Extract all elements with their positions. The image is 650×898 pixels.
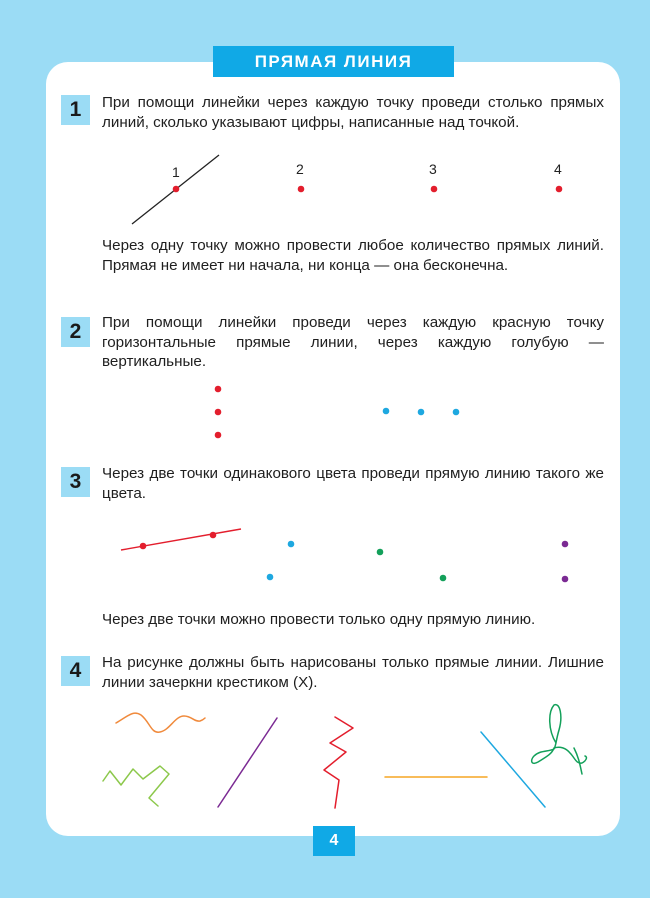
task-1-figure [132,155,562,224]
point-3 [431,186,438,193]
task-number-3: 3 [61,467,90,497]
red-point [210,532,217,539]
red-example-line [121,529,241,550]
zigzag-line [324,717,353,808]
task-3-figure [121,529,568,582]
task-4-figure [103,705,586,808]
task-2-text: При помощи линейки проведи через каждую красную точку горизонтальные прямые линии, через каждую голубую — вертикальные. [102,314,604,370]
blue-point [418,409,425,416]
task-number-1: 1 [61,95,90,125]
red-point [140,543,147,550]
task-2-figure [215,386,460,439]
point-2 [298,186,305,193]
wavy-curve [116,713,205,732]
page-number: 4 [313,826,355,856]
point-label-2: 2 [296,161,304,177]
straight-line [481,732,545,807]
point-4 [556,186,563,193]
task-number-4: 4 [61,656,90,686]
task-3-text: Через две точки одинакового цвета проведи прямую линию такого же цвета. [102,465,604,502]
task-1-text: При помощи линейки через каждую точку проведи столько прямых линий, сколько указывают цифры, написанные над точкой. [102,94,604,131]
purple-point [562,541,569,548]
red-point [215,432,222,439]
blue-point [453,409,460,416]
clover-curve [532,705,587,774]
point-label-4: 4 [554,161,562,177]
task-4-text: На рисунке должны быть нарисованы только прямые линии. Лишние линии зачеркни крестиком (X). [102,654,604,691]
point-label-1: 1 [172,164,180,180]
point-1 [173,186,180,193]
task-1-note: Через одну точку можно провести любое количество прямых линий. Прямая не имеет ни начала, ни конца — она бесконечна. [102,237,604,274]
red-point [215,409,222,416]
point-label-3: 3 [429,161,437,177]
blue-point [267,574,274,581]
red-point [215,386,222,393]
zigzag-line [103,766,169,806]
task-3-note: Через две точки можно провести только одну прямую линию. [102,611,536,628]
purple-point [562,576,569,583]
task-number-2: 2 [61,317,90,347]
blue-point [288,541,295,548]
green-point [440,575,447,582]
green-point [377,549,384,556]
blue-point [383,408,390,415]
straight-line [218,718,277,807]
page-title: ПРЯМАЯ ЛИНИЯ [213,46,454,77]
